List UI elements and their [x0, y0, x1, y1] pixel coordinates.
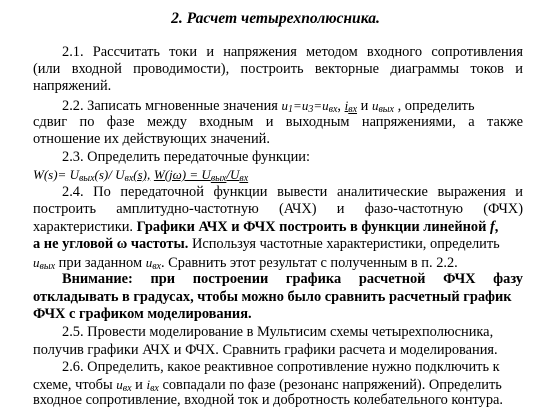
section-title: 2. Расчет четырехполюсника. — [171, 10, 380, 27]
paragraph-2-2-line-3: отношение их действующих значений. — [33, 131, 270, 147]
transfer-function-formulas: $W(s)= U_{вых}(s)/$ $U_{вх}(s)$, $W(j\omega) = U_{вых}/U_{вх}$ — [33, 167, 249, 184]
paragraph-2-5-line-1: 2.5. Провести моделирование в Мультисим схемы четырехполюсника, — [62, 324, 494, 340]
paragraph-2-4-line-5: $u_{вых}$ при заданном $u_{вх}$. Сравнить этот результат с полученным в п. 2.2. — [33, 255, 458, 272]
paragraph-2-1-line-1: 2.1. Рассчитать токи и напряжения методом входного сопротивления — [62, 44, 523, 60]
warning-note-line-3: ФЧХ с графиком моделирования. — [33, 306, 252, 322]
paragraph-2-5-line-2: получив графики АЧХ и ФЧХ. Сравнить графики расчета и моделирования. — [33, 342, 498, 358]
paragraph-2-4-line-2: построить амплитудно-частотную (АЧХ) и фазо-частотную (ФЧХ) — [33, 201, 523, 217]
paragraph-2-6-line-2: схеме, чтобы $u_{вх}$ и $i_{вх}$ совпадали по фазе (резонанс напряжений). Определить — [33, 377, 502, 394]
paragraph-2-6-line-1: 2.6. Определить, какое реактивное сопротивление нужно подключить к — [62, 359, 500, 375]
paragraph-2-2-line-1: 2.2. Записать мгновенные значения $u_1=u_3=u_{вх}$, $i_{вх}$ и $u_{вых}$ , определить — [62, 98, 475, 115]
paragraph-2-3-line-1: 2.3. Определить передаточные функции: — [62, 149, 310, 165]
warning-note-line-2: откладывать в градусах, чтобы можно было сравнить расчетный график — [33, 289, 512, 305]
paragraph-2-4-line-1: 2.4. По передаточной функции вывести аналитические выражения и — [62, 184, 523, 200]
paragraph-2-2-line-2: сдвиг по фазе между входным и выходным напряжениями, а также — [33, 114, 523, 130]
paragraph-2-1-line-3: напряжений. — [33, 78, 112, 94]
paragraph-2-1-line-2: (или входной проводимости), построить векторные диаграммы токов и — [33, 61, 523, 77]
paragraph-2-4-line-4: а не угловой ω частоты. Используя частотные характеристики, определить — [33, 236, 500, 252]
warning-note-line-1: Внимание: при построении графика расчетной ФЧХ фазу — [62, 271, 523, 287]
paragraph-2-6-line-3: входное сопротивление, входной ток и добротность колебательного контура. — [33, 392, 504, 408]
paragraph-2-4-line-3: характеристики. Графики АЧХ и ФЧХ построить в функции линейной f, — [33, 219, 499, 235]
